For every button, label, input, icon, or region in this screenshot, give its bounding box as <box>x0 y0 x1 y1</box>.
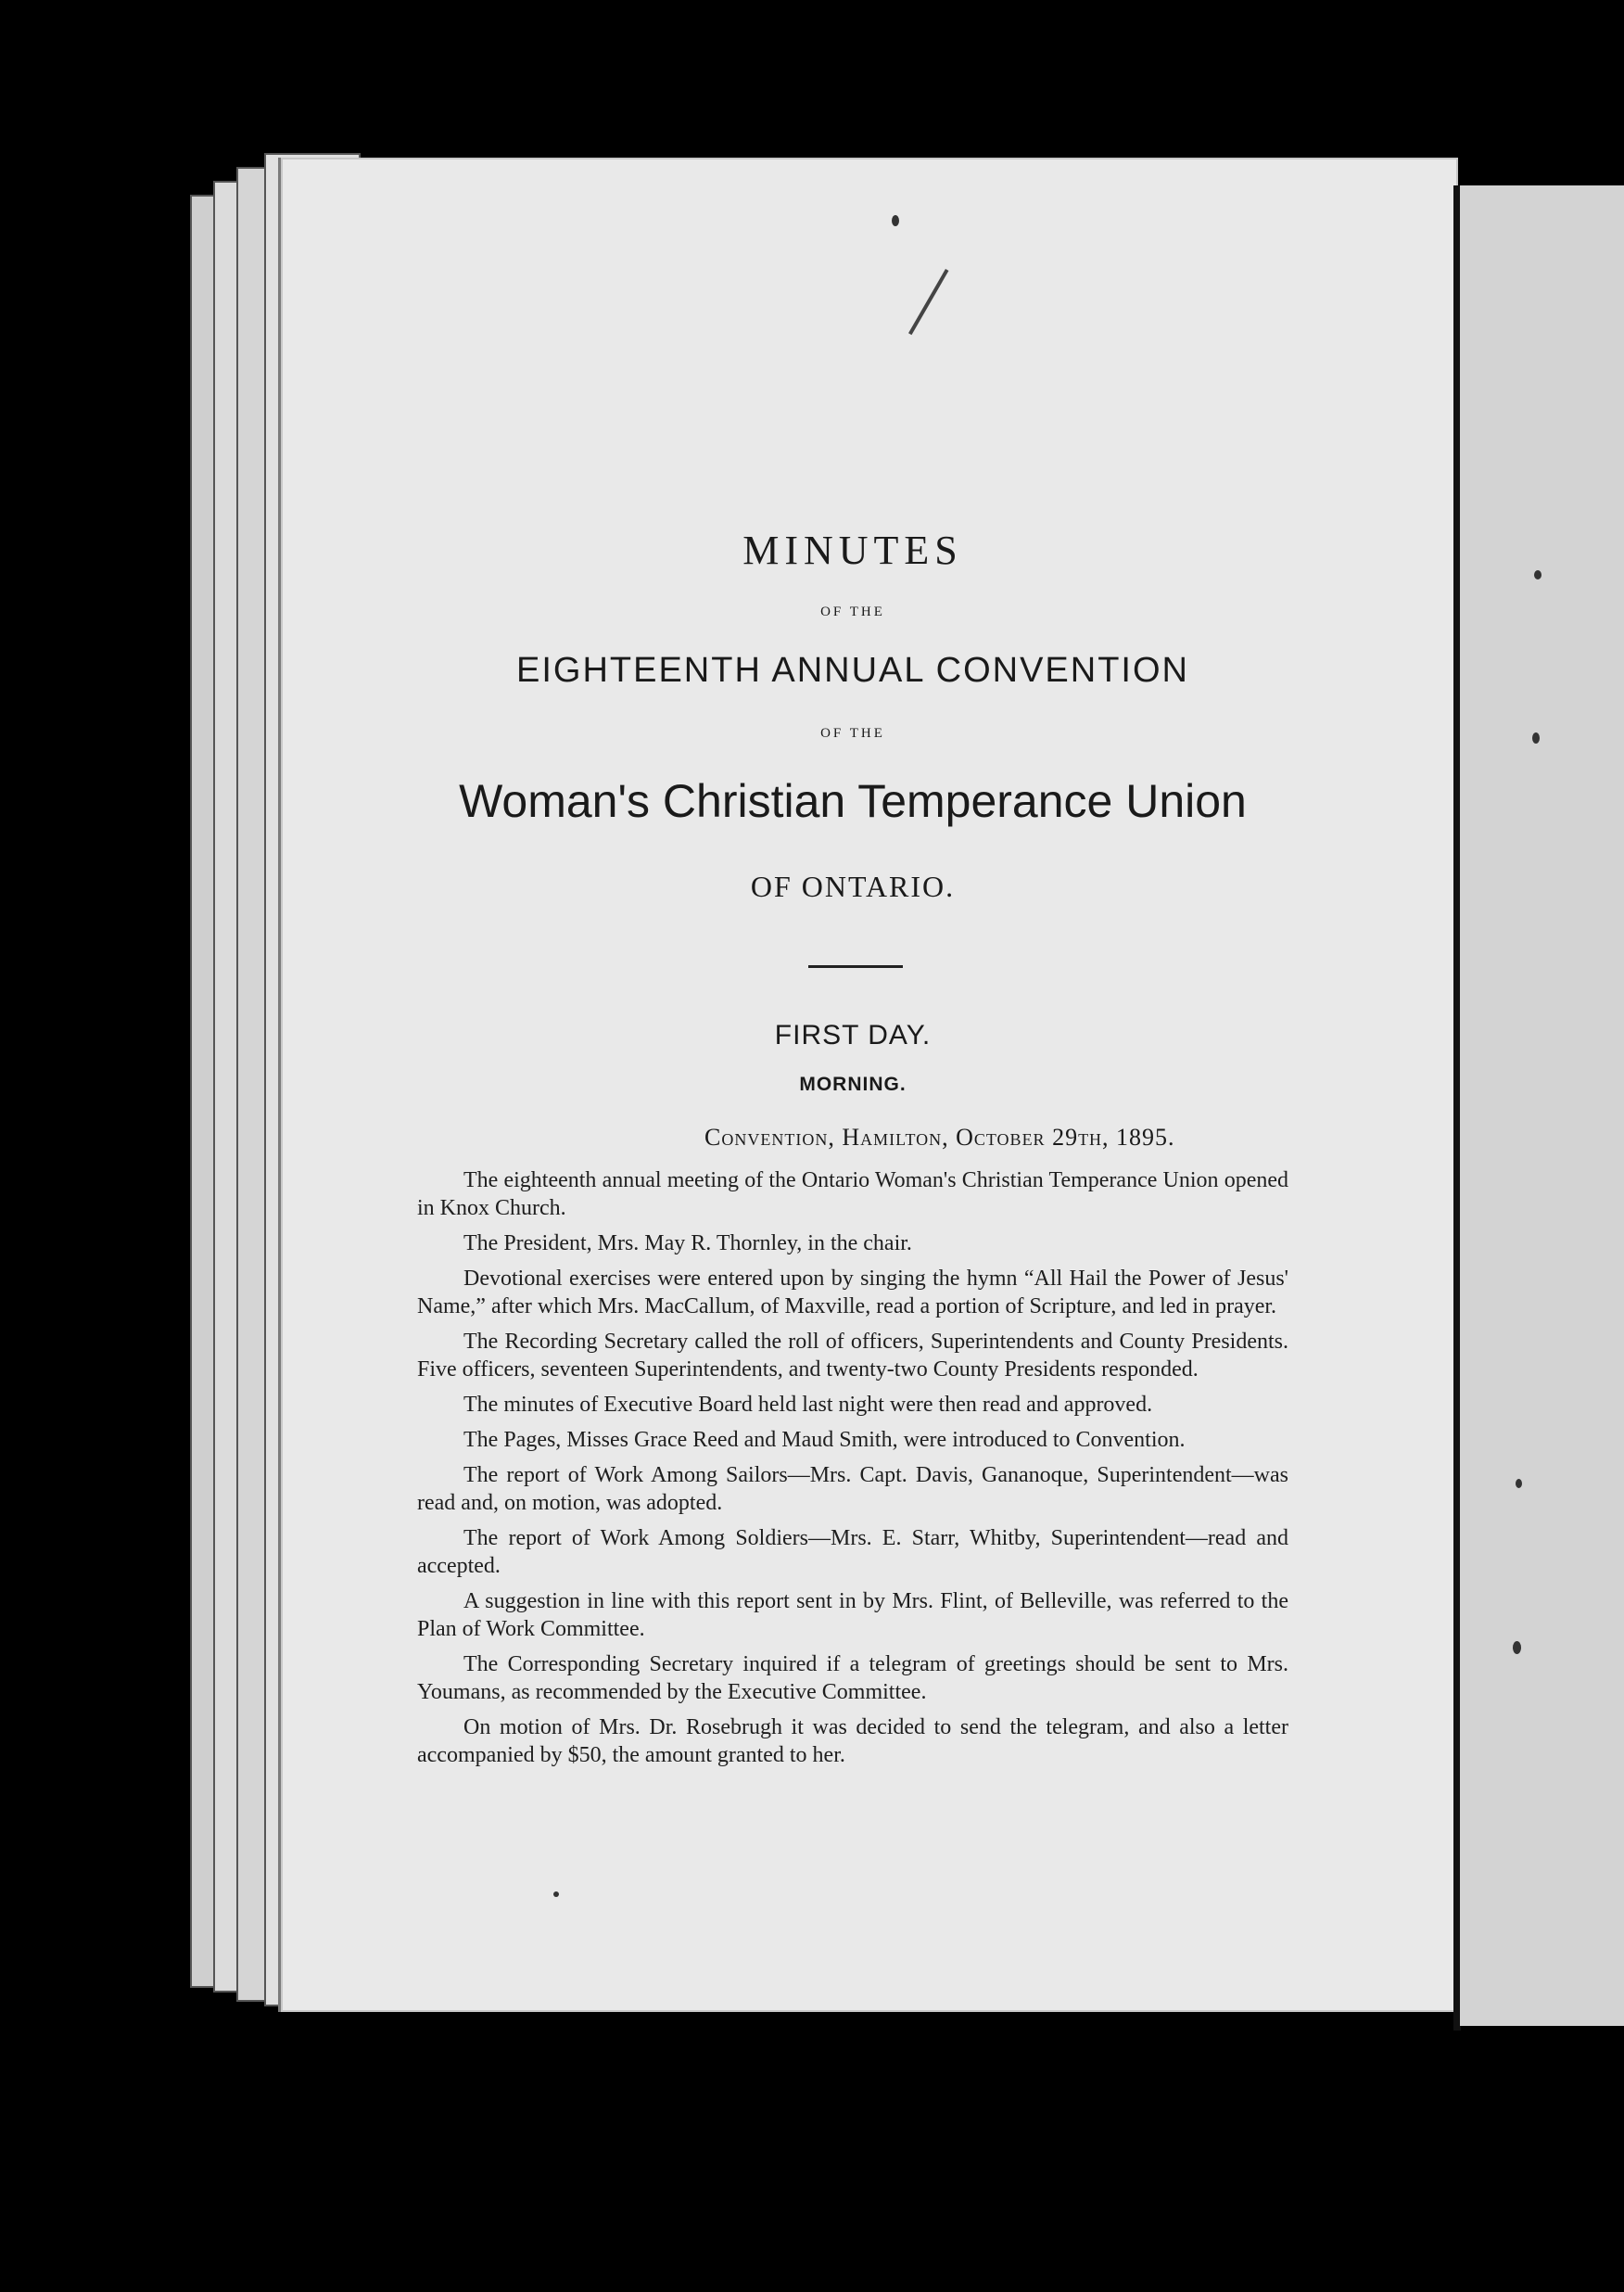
dateline: Convention, Hamilton, October 29th, 1895. <box>704 1124 1175 1151</box>
organization-name: Woman's Christian Temperance Union <box>459 775 1247 827</box>
paragraph: The eighteenth annual meeting of the Ontario Woman's Christian Temperance Union opened in Knox Church. <box>417 1168 1288 1220</box>
paragraph: A suggestion in line with this report sent in by Mrs. Flint, of Belleville, was referred to the Plan of Work Committee. <box>417 1589 1288 1641</box>
session-heading: MORNING. <box>799 1074 907 1095</box>
facing-page-edge <box>1460 185 1624 2026</box>
minutes-body <box>417 1166 1288 1776</box>
ink-speck <box>1513 1641 1521 1654</box>
paragraph: Devotional exercises were entered upon by singing the hymn “All Hail the Power of Jesus' Name,” after which Mrs. MacCallum, of Maxville, read a portion of Scripture, and led in prayer. <box>417 1267 1288 1318</box>
divider-rule <box>808 965 903 968</box>
region-name: OF ONTARIO. <box>750 870 956 903</box>
ink-speck <box>1516 1479 1522 1488</box>
paragraph: The Pages, Misses Grace Reed and Maud Smith, were introduced to Convention. <box>463 1428 1186 1452</box>
day-heading: FIRST DAY. <box>774 1020 932 1050</box>
of-the-label: OF THE <box>820 605 885 619</box>
ink-speck <box>892 215 899 226</box>
convention-title: EIGHTEENTH ANNUAL CONVENTION <box>515 651 1189 690</box>
paragraph: The minutes of Executive Board held last night were then read and approved. <box>463 1393 1153 1417</box>
paragraph: The report of Work Among Sailors—Mrs. Capt. Davis, Gananoque, Superintendent—was read and, on motion, was adopted. <box>417 1463 1288 1515</box>
document-title: MINUTES <box>742 528 963 573</box>
paragraph: The Recording Secretary called the roll of officers, Superintendents and County Presidents. Five officers, seventeen Superintendents, and twenty-two County Presidents responded. <box>417 1330 1288 1382</box>
of-the-label: OF THE <box>820 726 885 741</box>
paragraph: On motion of Mrs. Dr. Rosebrugh it was decided to send the telegram, and also a letter accompanied by $50, the amount granted to her. <box>417 1715 1288 1767</box>
paragraph: The President, Mrs. May R. Thornley, in the chair. <box>463 1231 912 1255</box>
ink-speck <box>1532 732 1540 744</box>
paragraph: The report of Work Among Soldiers—Mrs. E. Starr, Whitby, Superintendent—read and accepted. <box>417 1526 1288 1578</box>
ink-speck <box>1534 570 1542 579</box>
ink-speck <box>553 1891 559 1897</box>
paragraph: The Corresponding Secretary inquired if a telegram of greetings should be sent to Mrs. Youmans, as recommended by the Executive Committee. <box>417 1652 1288 1704</box>
